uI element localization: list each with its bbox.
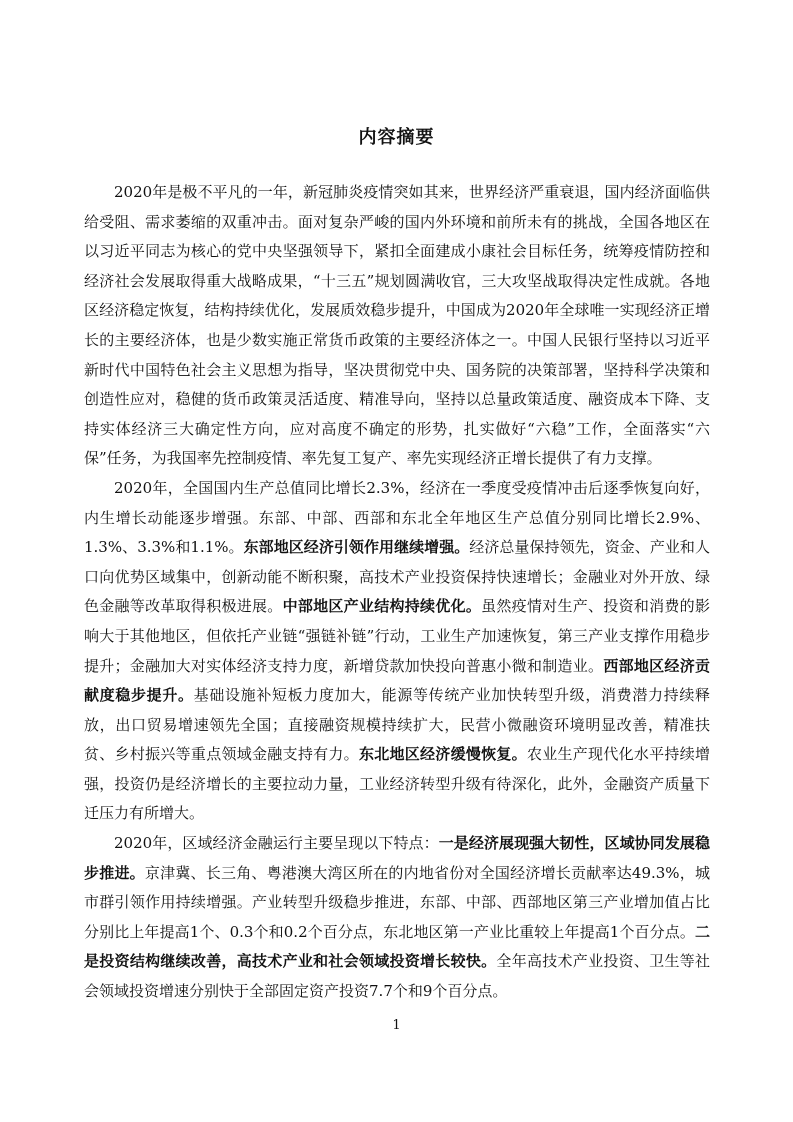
paragraph-text: 农业生产现代化水平持续增强，投资仍是经济增长的主要拉动力量，工业经济转型升级有待深化，此外，金融资产质量下迁压力有所增大。 <box>84 745 710 823</box>
paragraph-text: 基础设施补短板力度加大，能源等传统产业加快转型升级，消费潜力持续释放，出口贸易增速领先全国；直接融资规模持续扩大，民营小微融资环境明显改善，精准扶贫、乡村振兴等重点领域金融支持有力。 <box>84 686 710 764</box>
paragraph-2 <box>84 474 710 829</box>
page-number: 1 <box>392 1018 401 1033</box>
page-title: 内容摘要 <box>358 127 435 148</box>
paragraph-text: 全年高技术产业投资、卫生等社会领域投资增速分别快于全部固定资产投资7.7个和9个百分点。 <box>84 952 710 1001</box>
bold-point-one: 一是经济展现强大韧性，区域协同发展稳步推进。 <box>84 834 710 882</box>
document-body <box>84 178 710 1007</box>
paragraph-3 <box>84 829 710 1007</box>
paragraph-text: 2020年，全国国内生产总值同比增长2.3%，经济在一季度受疫情冲击后逐季恢复向好，内生增长动能逐步增强。东部、中部、西部和东北全年地区生产总值分别同比增长2.9%、1.3%、3.3%和1.1%。 <box>84 478 710 557</box>
bold-heading-east: 东部地区经济引领作用继续增强。 <box>243 538 470 557</box>
bold-heading-northeast: 东北地区经济缓慢恢复。 <box>358 745 527 764</box>
paragraph-text: 经济总量保持领先，资金、产业和人口向优势区域集中，创新动能不断积聚，高技术产业投资保持快速增长；金融业对外开放、绿色金融等改革取得积极进展。 <box>84 538 710 616</box>
paragraph-text: 2020年是极不平凡的一年，新冠肺炎疫情突如其来，世界经济严重衰退，国内经济面临供给受阻、需求萎缩的双重冲击。面对复杂严峻的国内外环境和前所未有的挑战，全国各地区在以习近平同志为核心的党中央坚强领导下，紧扣全面建成小康社会目标任务，统筹疫情防控和经济社会发展取得重大战略成果，“十三五”规划圆满收官，三大攻坚战取得决定性成就。各地区经济稳定恢复，结构持续优化，发展质效稳步提升，中国成为2020年全球唯一实现经济正增长的主要经济体，也是少数实施正常货币政策的主要经济体之一。中国人民银行坚持以习近平新时代中国特色社会主义思想为指导，坚决贯彻党中央、国务院的决策部署，坚持科学决策和创造性应对，稳健的货币政策灵活适度、精准导向，坚持以总量政策适度、融资成本下降、支持实体经济三大确定性方向，应对高度不确定的形势，扎实做好“六稳”工作，全面落实“六保”任务，为我国率先控制疫情、率先复工复产、率先实现经济正增长提供了有力支撑。 <box>84 183 710 468</box>
bold-heading-west: 西部地区经济贡献度稳步提升。 <box>84 656 710 705</box>
bold-heading-central: 中部地区产业结构持续优化。 <box>282 597 482 616</box>
paragraph-1 <box>84 178 710 474</box>
bold-point-two: 二是投资结构继续改善，高技术产业和社会领域投资增长较快。 <box>84 922 710 971</box>
paragraph-text: 京津冀、长三角、粤港澳大湾区所在的内地省份对全国经济增长贡献率达49.3%，城市群引领作用持续增强。产业转型升级稳步推进，东部、中部、西部地区第三产业增加值占比分别比上年提高1个、0.3个和0.2个百分点，东北地区第一产业比重较上年提高1个百分点。 <box>84 863 710 941</box>
paragraph-text: 2020年，区域经济金融运行主要呈现以下特点： <box>114 834 439 853</box>
paragraph-text: 虽然疫情对生产、投资和消费的影响大于其他地区，但依托产业链“强链补链”行动，工业生产加速恢复，第三产业支撑作用稳步提升；金融加大对实体经济支持力度，新增贷款加快投向普惠小微和制造业。 <box>84 597 710 675</box>
